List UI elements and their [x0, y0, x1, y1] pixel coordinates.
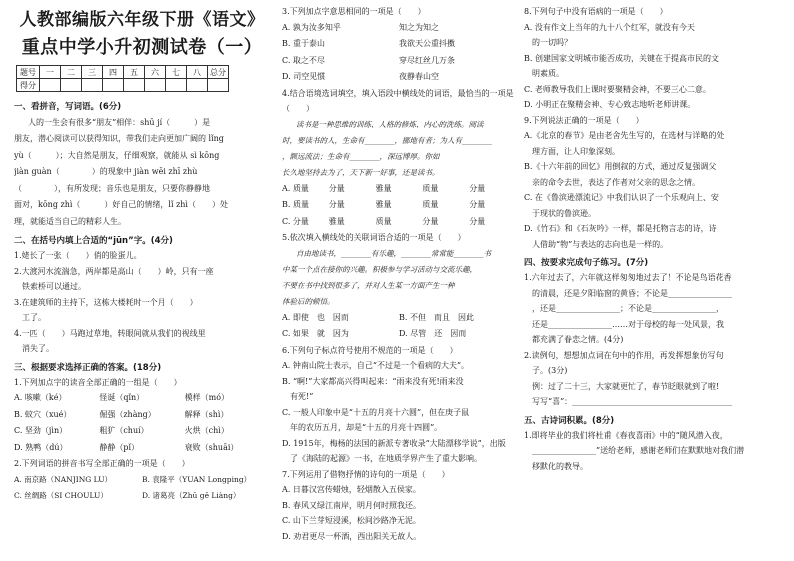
- option[interactable]: D. 尽管 还 因而: [399, 329, 467, 338]
- s1-line: yù（ ）；大自然是朋友，仔细观察，就能从 sì kōng: [14, 150, 220, 160]
- option[interactable]: 分量: [469, 200, 486, 209]
- q8-option[interactable]: D. 小明正在聚精会神、专心致志地听老师讲课。: [524, 100, 696, 109]
- s4-q2-line: 子。(3分): [524, 366, 568, 375]
- score-row2-label: 得分: [17, 79, 40, 92]
- option[interactable]: B. 不但 而且 因此: [399, 312, 474, 322]
- q8-option[interactable]: A. 没有作文上当年的九十八个红军，就没有今天: [524, 22, 695, 32]
- score-cell[interactable]: [145, 79, 166, 92]
- option-row: [282, 20, 516, 37]
- score-cell[interactable]: [166, 79, 187, 92]
- option[interactable]: B. 重于泰山: [282, 39, 325, 48]
- option[interactable]: 粗犷（chuí）: [99, 426, 149, 435]
- option[interactable]: 怪诞（qǐn）: [99, 393, 145, 402]
- s2-line: 1.姥长了一张（ ）俏的脸蛋儿。: [14, 251, 142, 260]
- option[interactable]: 质量: [422, 200, 439, 209]
- q6: 6.下列句子标点符号使用不规范的一项是（ ）: [282, 345, 458, 355]
- option[interactable]: 知之为知之: [399, 22, 439, 32]
- q9-option[interactable]: D.《竹石》和《石灰吟》一样，都是托物言志的诗，诗: [524, 224, 717, 233]
- q7-option[interactable]: C. 山下兰芽短浸溪，松间沙路净无泥。: [282, 516, 421, 525]
- page-title-line1: 人教部编版六年级下册《语文》: [19, 10, 265, 30]
- section-3-title: 三、根据要求选择正确的答案。(18分): [14, 362, 162, 373]
- option[interactable]: B. 质量: [282, 200, 309, 209]
- s1-line: 面对，kōng zhì（ ）好自己的情绪，lǐ zhì（ ）处: [14, 200, 228, 209]
- score-cell[interactable]: [208, 79, 229, 92]
- option[interactable]: C. 丝绸路（SI CHOULU）: [14, 491, 108, 500]
- option[interactable]: B. 蚊穴（xué）: [14, 409, 72, 419]
- column-left: [14, 0, 270, 561]
- option[interactable]: A. 咳嗽（ké）: [14, 393, 67, 402]
- score-table: [16, 65, 229, 92]
- q9-option[interactable]: C. 在《鲁滨逊漂流记》中我们认识了一个乐观向上、安: [524, 193, 719, 202]
- q6-option[interactable]: A. 钟南山院士表示，自己“不过是一个看病的大夫”。: [282, 361, 470, 370]
- q5-text: 中某一个点在接你的兴趣。积极参与学习活动与交流乐趣，: [282, 264, 477, 274]
- option[interactable]: 质量: [422, 183, 439, 193]
- q3: 3.下列加点字意思相同的一项是（ ）: [282, 7, 426, 16]
- score-cell[interactable]: [40, 79, 61, 92]
- option-row: [14, 472, 270, 489]
- q7-option[interactable]: B. 春风又绿江南岸，明月何时照我还。: [282, 500, 421, 510]
- option[interactable]: D. 诸葛亮（Zhū gě Liàng）: [142, 491, 241, 500]
- q9-option: 亲的命令去世，表达了作者对父亲的思念之情。: [524, 177, 700, 187]
- q7: 7.下列运用了借物抒情的诗句的一项是（ ）: [282, 469, 450, 479]
- q9-option[interactable]: A.《北京的春节》是由老舍先生写的，在选材与详略的处: [524, 131, 725, 140]
- option[interactable]: 雅量: [375, 200, 392, 209]
- option[interactable]: 分量: [422, 216, 439, 226]
- option-row: [282, 69, 516, 86]
- s4-q1-line: 1.六年过去了，六年就这样匆匆地过去了！不论是鸟语花香: [524, 273, 732, 282]
- s1-line: （ ），有所发现；音乐也是朋友，只要你静静地: [14, 183, 210, 193]
- option[interactable]: 分量: [328, 183, 345, 193]
- s5-q1-line: 移默化的教导。: [524, 461, 588, 471]
- score-cell[interactable]: [124, 79, 145, 92]
- score-col: 五: [124, 66, 145, 79]
- option[interactable]: D. 司空见惯: [282, 72, 326, 81]
- s4-q1-line: 都充满了眷恋之情。(4分): [524, 335, 624, 344]
- option[interactable]: 分量: [328, 200, 345, 209]
- option[interactable]: C. 取之不尽: [282, 55, 325, 65]
- q4-text: 读书是一种思维的训练、人格的修炼、内心的洗练。阅读: [296, 119, 484, 129]
- score-cell[interactable]: [103, 79, 124, 92]
- s1-line: jiàn guàn（ ）的现象中 jiàn wēi zhī zhù: [14, 167, 198, 176]
- q8-option: 明素质。: [524, 69, 564, 78]
- score-col: 六: [145, 66, 166, 79]
- option[interactable]: 穿尽红丝几万条: [399, 55, 455, 65]
- option[interactable]: D. 熟鸭（dú）: [14, 442, 68, 452]
- q9: 9.下列说法正确的一项是（ ）: [524, 115, 644, 125]
- q6-option[interactable]: D. 1915年，梅杨的法国的新派专著收录“大陆漂移学说”，出版: [282, 438, 506, 448]
- score-col: 八: [187, 66, 208, 79]
- option-row: [14, 407, 270, 424]
- option[interactable]: 倔强（zhàng）: [99, 409, 156, 419]
- option[interactable]: 质量: [375, 216, 392, 226]
- s2-line: 3.在建筑师的主持下，这栋大楼耗时一个月（ ）: [14, 297, 198, 307]
- q5-text: 不要在书中找到很多了，并对人生某一方面产生一种: [282, 280, 455, 290]
- s3-q2: 2.下列词语的拼音书写全部正确的一项是（ ）: [14, 459, 190, 468]
- option[interactable]: A. 质量: [282, 183, 309, 193]
- column-right: [524, 0, 786, 561]
- option[interactable]: C. 如果 就 因为: [282, 329, 349, 338]
- option-row: [282, 326, 516, 343]
- s5-q1-line: 1.即将毕业的我们将杜甫《春夜喜雨》中的“随风潜入夜，: [524, 430, 728, 440]
- option[interactable]: 静静（pǐ）: [99, 442, 140, 452]
- s2-line: 铁索桥可以通过。: [14, 282, 86, 291]
- option[interactable]: 雅量: [375, 183, 392, 193]
- q7-option[interactable]: A. 日暮汉宫传蜡烛，轻烟散入五侯家。: [282, 485, 421, 494]
- q9-option: 人借助“物”与表达的志向也是一样的。: [524, 239, 669, 249]
- option-row: [282, 53, 516, 70]
- option-row: [14, 390, 270, 407]
- q4-text: 时，要读书的人，生命有________，挪地有者；为人有________: [282, 135, 492, 145]
- q4-text: 长久地坚持去为了，天下新一好事，还是读书。: [282, 167, 440, 177]
- score-col: 四: [103, 66, 124, 79]
- s5-q1-line[interactable]: ________________”送给老师，感谢老师们在默默地对我们潜: [524, 446, 745, 455]
- score-cell[interactable]: [82, 79, 103, 92]
- q8-option[interactable]: C. 老师教导我们上课时要聚精会神，不要三心二意。: [524, 84, 711, 94]
- score-col: 总分: [208, 66, 229, 79]
- option[interactable]: 火烘（chì）: [184, 426, 229, 435]
- q6-option[interactable]: B. “啊!”大家都高兴得叫起来：“雨来没有死!雨来没: [282, 376, 464, 386]
- q9-option[interactable]: B.《十六年前的回忆》用倒叙的方式，通过反复强调父: [524, 162, 717, 171]
- q5: 5.依次填入横线处的关联词语合适的一项是（ ）: [282, 233, 466, 242]
- q8: 8.下列句子中没有语病的一项是（ ）: [524, 7, 668, 16]
- option[interactable]: A. 即使 也 因而: [282, 312, 349, 322]
- score-cell[interactable]: [61, 79, 82, 92]
- s2-line: 4.一匹（ ）马跑过草地，转眼间就从我们的视线里: [14, 328, 206, 338]
- option-row: [282, 181, 516, 198]
- s1-line: 朋友，潜心阅读可以获得知识，带我们走向更加广阔的 lǐng: [14, 134, 224, 143]
- q8-option: 的一切吗？: [524, 38, 572, 47]
- score-row1-label: 题号: [17, 66, 40, 79]
- option[interactable]: 分量: [469, 183, 486, 193]
- option-row: [282, 197, 516, 214]
- s2-line: 工了。: [14, 313, 46, 322]
- option-row: [282, 36, 516, 53]
- score-col: 一: [40, 66, 61, 79]
- s4-write-line[interactable]: 写写“喜”：________________________________________: [524, 397, 733, 406]
- q6-option: 有死!”: [282, 392, 314, 401]
- q5-text: 自由地读书，________有乐趣，________常常能________书: [296, 248, 491, 258]
- s1-line: 人的一生会有很多“朋友”相伴：shū jí（ ）是: [28, 118, 211, 127]
- option[interactable]: A. 南京路（NANJING LU）: [14, 474, 113, 484]
- q6-option: 年的农历五月，却是“十五的月亮十四圆”。: [282, 423, 443, 432]
- score-cell[interactable]: [187, 79, 208, 92]
- s2-line: 消失了。: [14, 344, 54, 353]
- option[interactable]: 雅量: [328, 216, 345, 226]
- s4-example: 例：过了二十三，大家就更忙了，春节眨眼就到了啦!: [524, 381, 720, 391]
- s2-line: 2.大渡河水流湍急，两岸都是高山（ ）岭，只有一座: [14, 266, 214, 276]
- option[interactable]: 衰败（shuāi）: [184, 442, 239, 452]
- option[interactable]: 我欲天公重抖擞: [399, 39, 455, 48]
- option-row: [282, 310, 516, 327]
- option[interactable]: C. 坚劲（jìn）: [14, 426, 68, 435]
- q5-text: 体验后的顿悟。: [282, 296, 335, 306]
- score-col: 七: [166, 66, 187, 79]
- score-col: 三: [82, 66, 103, 79]
- q4: 4.结合语境选词填空，填入语段中横线处的词语，最恰当的一项是（ ）: [282, 88, 514, 113]
- column-middle: [282, 0, 516, 561]
- option-row: [282, 214, 516, 231]
- score-col: 二: [61, 66, 82, 79]
- q6-option: 了《海陆的起源》一书，在地质学界产生了重大影响。: [282, 454, 482, 463]
- option[interactable]: 解释（shì）: [184, 409, 229, 419]
- page-title-line2: 重点中学小升初测试卷（一）: [21, 37, 263, 58]
- q7-option[interactable]: D. 劝君更尽一杯酒，西出阳关无故人。: [282, 531, 422, 541]
- section-4-title: 四、按要求完成句子练习。(7分): [524, 258, 649, 268]
- s4-q1-line[interactable]: ，还是________________；不论是________________，: [524, 304, 724, 313]
- option-row: [14, 423, 270, 440]
- section-5-title: 五、古诗词积累。(8分): [524, 415, 615, 426]
- s4-q1-line[interactable]: 的清晨，还是夕阳临窗的黄昏；不论是________________: [524, 288, 732, 298]
- q8-option[interactable]: B. 创建国家文明城市能否成功，关键在于提高市民的文: [524, 53, 719, 63]
- s1-line: 理，就能适当自己的精彩人生。: [14, 216, 126, 226]
- section-1-title: 一、看拼音，写词语。(6分): [14, 102, 122, 112]
- option[interactable]: 模样（mó）: [184, 393, 230, 402]
- s3-q1: 1.下列加点字的读音全部正确的一组是（ ）: [14, 377, 182, 387]
- option-row: [14, 488, 270, 505]
- q9-option: 于现状的鲁滨逊。: [524, 208, 596, 218]
- q6-option[interactable]: C. 一般人印象中是“十五的月亮十六圆”，但在庚子鼠: [282, 407, 470, 417]
- s4-q1-line[interactable]: 还是________________……对于母校的每一处风景，我: [524, 319, 724, 329]
- option[interactable]: C. 分量: [282, 216, 309, 226]
- s4-q2-line: 2.读例句，想想加点词在句中的作用，再发挥想象仿写句: [524, 350, 724, 360]
- option[interactable]: A. 孰为汝多知乎: [282, 22, 341, 32]
- q4-text: ，额远流法；生命有________，深远博厚。你如: [282, 151, 440, 161]
- option-row: [14, 440, 270, 457]
- q9-option: 理方面，让人印象深刻。: [524, 146, 620, 156]
- option[interactable]: B. 袁隆平（YUAN Longping）: [142, 474, 252, 484]
- option[interactable]: 夜静春山空: [399, 72, 439, 81]
- section-2-title: 二、在括号内填上合适的“jūn”字。(4分): [14, 236, 173, 246]
- option[interactable]: 分量: [469, 216, 486, 226]
